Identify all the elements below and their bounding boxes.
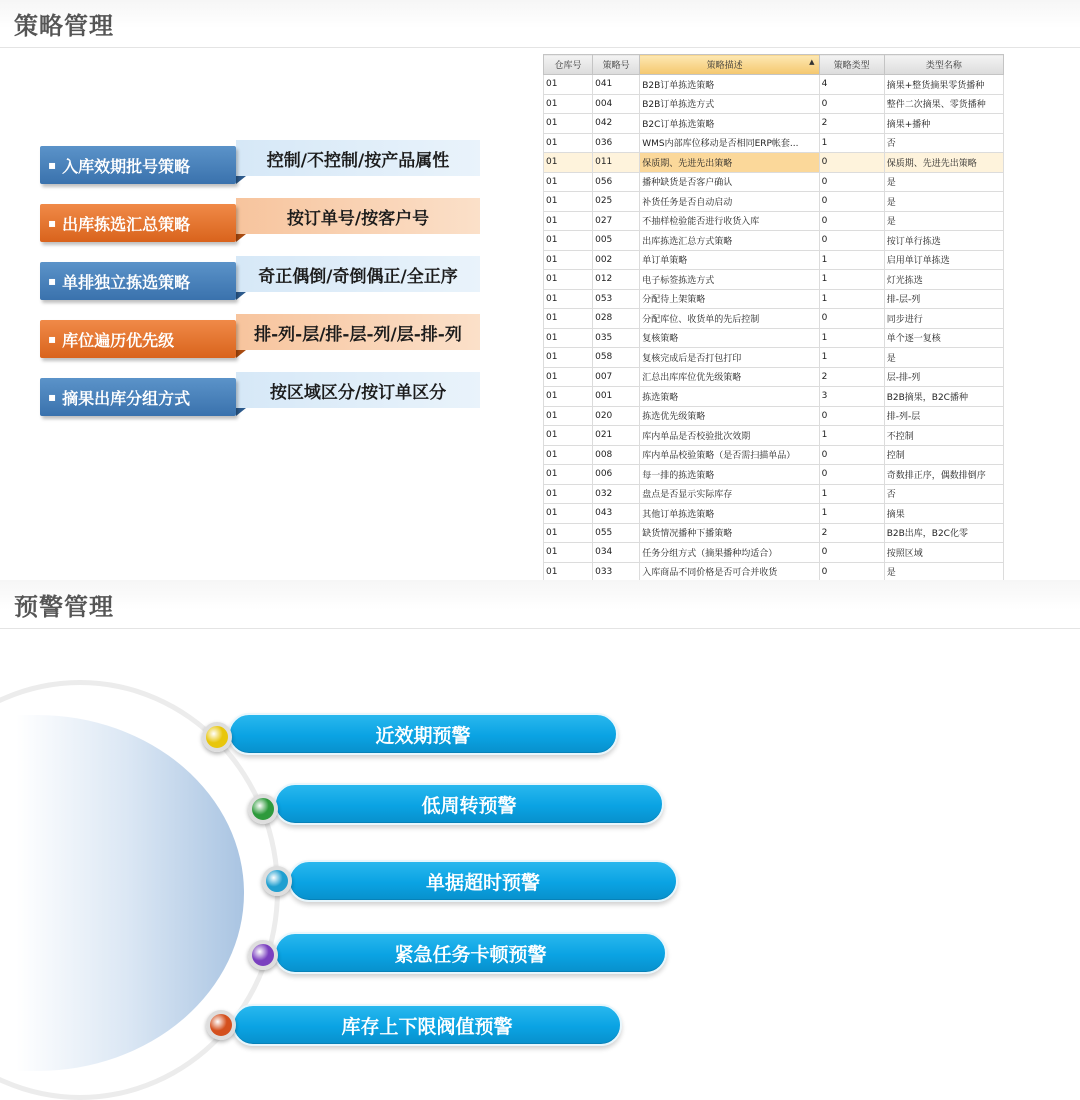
table-cell: 库内单品校验策略（是否需扫描单品）	[640, 445, 819, 465]
table-cell: 播种缺货是否客户确认	[640, 172, 819, 192]
section2-title: 预警管理	[14, 593, 114, 621]
table-cell: 任务分组方式（摘果播种均适合）	[640, 543, 819, 563]
strategy-label-text: 摘果出库分组方式	[62, 388, 191, 408]
table-cell: 保质期、先进先出策略	[884, 153, 1003, 173]
section1-header-band	[0, 0, 1080, 48]
table-cell: 不抽样检验能否进行收货入库	[640, 211, 819, 231]
col-header-description[interactable]	[640, 55, 819, 75]
col-header-strategy-no[interactable]: 策略号	[593, 55, 640, 75]
table-cell: 否	[884, 133, 1003, 153]
table-cell: 摘果	[884, 504, 1003, 524]
table-row[interactable]	[544, 543, 1004, 563]
col-header-warehouse[interactable]: 仓库号	[544, 55, 593, 75]
table-cell: 01	[544, 75, 593, 95]
table-cell: 004	[593, 94, 640, 114]
table-cell: 单订单策略	[640, 250, 819, 270]
table-cell: 不控制	[884, 426, 1003, 446]
section1-divider	[0, 47, 1080, 48]
table-cell: 入库商品不同价格是否可合并收货	[640, 562, 819, 582]
table-row[interactable]	[544, 562, 1004, 582]
strategy-value: 按区域区分/按订单区分	[236, 372, 480, 408]
strategy-label	[40, 320, 236, 358]
table-cell: 1	[819, 289, 884, 309]
sort-asc-icon: ▲	[809, 58, 815, 66]
warning-item[interactable]	[274, 783, 664, 825]
strategy-row	[40, 372, 480, 416]
table-cell: 按照区域	[884, 543, 1003, 563]
table-cell: 01	[544, 328, 593, 348]
table-cell: 是	[884, 211, 1003, 231]
strategy-value: 排-列-层/排-层-列/层-排-列	[236, 314, 480, 350]
table-cell: 01	[544, 523, 593, 543]
table-cell: 0	[819, 406, 884, 426]
table-row[interactable]	[544, 426, 1004, 446]
table-cell: 01	[544, 250, 593, 270]
table-cell: 2	[819, 367, 884, 387]
table-cell: 3	[819, 387, 884, 407]
strategy-fold-shadow	[236, 408, 246, 416]
table-cell: 007	[593, 367, 640, 387]
strategy-fold-shadow	[236, 350, 246, 358]
table-cell: 053	[593, 289, 640, 309]
table-cell: 01	[544, 309, 593, 329]
table-cell: 否	[884, 484, 1003, 504]
table-cell: 复核策略	[640, 328, 819, 348]
strategy-fold-shadow	[236, 292, 246, 300]
table-cell: 01	[544, 465, 593, 485]
strategy-label	[40, 378, 236, 416]
bullet-icon: ▪	[48, 274, 57, 288]
table-cell: 025	[593, 192, 640, 212]
table-row[interactable]	[544, 387, 1004, 407]
table-row[interactable]	[544, 192, 1004, 212]
table-cell: B2B订单拣选方式	[640, 94, 819, 114]
warning-dot-icon	[262, 866, 292, 896]
table-cell: 0	[819, 211, 884, 231]
table-row[interactable]	[544, 172, 1004, 192]
section1-title: 策略管理	[14, 12, 114, 40]
table-cell: 4	[819, 75, 884, 95]
table-cell: 01	[544, 367, 593, 387]
warning-item[interactable]	[274, 932, 667, 974]
table-cell: 01	[544, 114, 593, 134]
table-cell: 汇总出库库位优先级策略	[640, 367, 819, 387]
table-cell: 启用单订单拣选	[884, 250, 1003, 270]
strategy-label	[40, 204, 236, 242]
warning-dot-icon	[248, 940, 278, 970]
table-cell: 01	[544, 211, 593, 231]
table-cell: 036	[593, 133, 640, 153]
table-cell: 复核完成后是否打包打印	[640, 348, 819, 368]
table-cell: 0	[819, 543, 884, 563]
table-cell: 001	[593, 387, 640, 407]
table-row[interactable]	[544, 250, 1004, 270]
table-row[interactable]	[544, 75, 1004, 95]
table-cell: 层-排-列	[884, 367, 1003, 387]
table-row[interactable]	[544, 445, 1004, 465]
strategy-label-text: 出库拣选汇总策略	[62, 214, 191, 234]
warning-label: 单据超时预警	[425, 871, 540, 894]
table-cell: 每一排的拣选策略	[640, 465, 819, 485]
strategy-value: 控制/不控制/按产品属性	[236, 140, 480, 176]
table-cell: 电子标签拣选方式	[640, 270, 819, 290]
table-cell: 002	[593, 250, 640, 270]
strategy-label	[40, 262, 236, 300]
table-cell: 同步进行	[884, 309, 1003, 329]
table-row[interactable]	[544, 270, 1004, 290]
table-cell: 出库拣选汇总方式策略	[640, 231, 819, 251]
strategy-value: 奇正偶倒/奇倒偶正/全正序	[236, 256, 480, 292]
table-cell: 005	[593, 231, 640, 251]
table-cell: 保质期、先进先出策略	[640, 153, 819, 173]
table-row[interactable]	[544, 523, 1004, 543]
table-cell: 是	[884, 172, 1003, 192]
warning-label: 紧急任务卡顿预警	[394, 943, 547, 966]
table-row[interactable]	[544, 309, 1004, 329]
table-row[interactable]	[544, 153, 1004, 173]
table-row[interactable]	[544, 484, 1004, 504]
table-cell: 01	[544, 484, 593, 504]
table-cell: B2B摘果，B2C播种	[884, 387, 1003, 407]
col-header-description-label: 策略描述	[706, 61, 743, 71]
table-cell: 01	[544, 94, 593, 114]
table-cell: 排-层-列	[884, 289, 1003, 309]
table-cell: 01	[544, 172, 593, 192]
table-cell: 006	[593, 465, 640, 485]
table-cell: 0	[819, 94, 884, 114]
strategy-label-text: 入库效期批号策略	[62, 156, 191, 176]
strategy-row	[40, 256, 480, 300]
table-cell: 1	[819, 504, 884, 524]
table-cell: 缺货情况播种下播策略	[640, 523, 819, 543]
table-cell: 035	[593, 328, 640, 348]
table-cell: 01	[544, 504, 593, 524]
table-cell: 分配库位、收货单的先后控制	[640, 309, 819, 329]
table-cell: 补货任务是否自动启动	[640, 192, 819, 212]
table-cell: 单个逐一复核	[884, 328, 1003, 348]
table-row[interactable]	[544, 231, 1004, 251]
table-cell: 041	[593, 75, 640, 95]
table-row[interactable]	[544, 94, 1004, 114]
warning-label: 低周转预警	[421, 794, 517, 817]
table-row[interactable]	[544, 133, 1004, 153]
col-header-type-name[interactable]: 类型名称	[884, 55, 1003, 75]
table-cell: 033	[593, 562, 640, 582]
table-cell: 01	[544, 445, 593, 465]
table-cell: 032	[593, 484, 640, 504]
col-header-type[interactable]: 策略类型	[819, 55, 884, 75]
table-cell: 2	[819, 523, 884, 543]
table-cell: 按订单行拣选	[884, 231, 1003, 251]
warning-label: 库存上下限阀值预警	[341, 1015, 513, 1038]
table-cell: 008	[593, 445, 640, 465]
strategy-label-text: 库位遍历优先级	[62, 330, 175, 350]
table-cell: 042	[593, 114, 640, 134]
table-cell: 0	[819, 231, 884, 251]
section2-header-band	[0, 580, 1080, 630]
table-row[interactable]	[544, 328, 1004, 348]
table-cell: 01	[544, 289, 593, 309]
table-cell: 分配待上架策略	[640, 289, 819, 309]
table-cell: 摘果+整货摘果零货播种	[884, 75, 1003, 95]
bullet-icon: ▪	[48, 332, 57, 346]
warning-dot-icon	[248, 794, 278, 824]
warning-label: 近效期预警	[375, 724, 471, 747]
strategy-value: 按订单号/按客户号	[236, 198, 480, 234]
table-cell: 01	[544, 562, 593, 582]
table-cell: 056	[593, 172, 640, 192]
table-cell: 01	[544, 133, 593, 153]
table-cell: WMS内部库位移动是否相同ERP帐套...	[640, 133, 819, 153]
table-cell: 拣选优先级策略	[640, 406, 819, 426]
table-cell: 灯光拣选	[884, 270, 1003, 290]
table-cell: 034	[593, 543, 640, 563]
table-cell: 整件二次摘果、零货播种	[884, 94, 1003, 114]
table-cell: 库内单品是否校验批次效期	[640, 426, 819, 446]
table-cell: 1	[819, 270, 884, 290]
warning-dot-icon	[206, 1010, 236, 1040]
table-cell: 011	[593, 153, 640, 173]
table-row[interactable]	[544, 348, 1004, 368]
table-row[interactable]	[544, 211, 1004, 231]
strategy-label-text: 单排独立拣选策略	[62, 272, 191, 292]
table-cell: 是	[884, 192, 1003, 212]
table-cell: 01	[544, 192, 593, 212]
table-cell: 是	[884, 562, 1003, 582]
table-cell: 1	[819, 250, 884, 270]
strategy-fold-shadow	[236, 176, 246, 184]
table-cell: 0	[819, 153, 884, 173]
warning-dot-icon	[202, 722, 232, 752]
table-cell: 0	[819, 445, 884, 465]
table-cell: 0	[819, 192, 884, 212]
table-cell: 0	[819, 309, 884, 329]
table-cell: 控制	[884, 445, 1003, 465]
table-cell: 1	[819, 133, 884, 153]
strategy-table	[543, 54, 1004, 582]
table-cell: 1	[819, 328, 884, 348]
table-cell: 1	[819, 484, 884, 504]
table-cell: B2C订单拣选策略	[640, 114, 819, 134]
warning-item[interactable]	[288, 860, 678, 902]
warning-item[interactable]	[232, 1004, 622, 1046]
bullet-icon: ▪	[48, 158, 57, 172]
table-header-row	[544, 55, 1004, 75]
section2-divider	[0, 628, 1080, 629]
table-cell: 055	[593, 523, 640, 543]
table-cell: B2B订单拣选策略	[640, 75, 819, 95]
table-cell: 021	[593, 426, 640, 446]
table-row[interactable]	[544, 114, 1004, 134]
bullet-icon: ▪	[48, 390, 57, 404]
table-cell: 摘果+播种	[884, 114, 1003, 134]
table-cell: 1	[819, 426, 884, 446]
table-cell: 058	[593, 348, 640, 368]
table-cell: 2	[819, 114, 884, 134]
table-row[interactable]	[544, 406, 1004, 426]
table-row[interactable]	[544, 465, 1004, 485]
table-cell: 01	[544, 270, 593, 290]
strategy-row	[40, 140, 480, 184]
table-cell: 排-列-层	[884, 406, 1003, 426]
table-cell: 020	[593, 406, 640, 426]
bullet-icon: ▪	[48, 216, 57, 230]
table-row[interactable]	[544, 289, 1004, 309]
table-cell: B2B出库，B2C化零	[884, 523, 1003, 543]
table-cell: 0	[819, 465, 884, 485]
table-cell: 01	[544, 153, 593, 173]
table-cell: 01	[544, 426, 593, 446]
table-cell: 027	[593, 211, 640, 231]
strategy-fold-shadow	[236, 234, 246, 242]
strategy-row	[40, 314, 480, 358]
table-cell: 拣选策略	[640, 387, 819, 407]
table-cell: 01	[544, 348, 593, 368]
table-cell: 1	[819, 348, 884, 368]
table-cell: 奇数排正序，偶数排倒序	[884, 465, 1003, 485]
strategy-label	[40, 146, 236, 184]
table-cell: 01	[544, 387, 593, 407]
table-cell: 01	[544, 231, 593, 251]
table-cell: 01	[544, 406, 593, 426]
table-row[interactable]	[544, 504, 1004, 524]
table-cell: 0	[819, 172, 884, 192]
table-cell: 043	[593, 504, 640, 524]
table-row[interactable]	[544, 367, 1004, 387]
table-cell: 0	[819, 562, 884, 582]
strategy-row	[40, 198, 480, 242]
warning-item[interactable]	[228, 713, 618, 755]
table-cell: 028	[593, 309, 640, 329]
table-cell: 是	[884, 348, 1003, 368]
table-cell: 012	[593, 270, 640, 290]
table-cell: 其他订单拣选策略	[640, 504, 819, 524]
table-cell: 盘点是否显示实际库存	[640, 484, 819, 504]
table-cell: 01	[544, 543, 593, 563]
